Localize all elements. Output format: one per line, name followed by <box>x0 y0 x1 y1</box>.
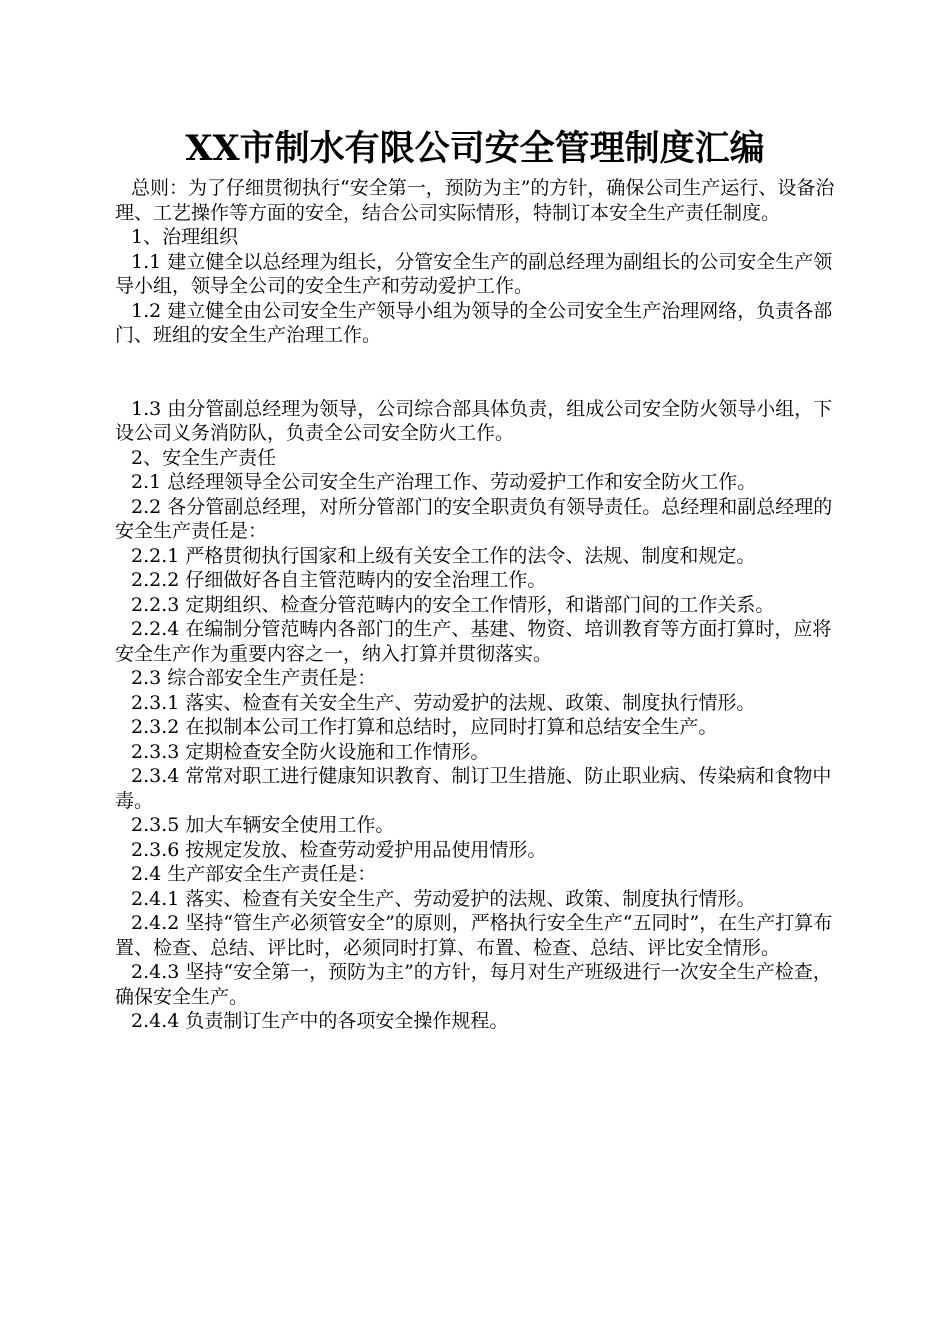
paragraph-2-4-4: 2.4.4 负责制订生产中的各项安全操作规程。 <box>131 1010 509 1032</box>
paragraph-2-3-2: 2.3.2 在拟制本公司工作打算和总结时，应同时打算和总结安全生产。 <box>131 716 718 738</box>
paragraph-2-3-1: 2.3.1 落实、检查有关安全生产、劳动爱护的法规、政策、制度执行情形。 <box>131 691 756 714</box>
paragraph-2-2-1: 2.2.1 严格贯彻执行国家和上级有关安全工作的法令、法规、制度和规定。 <box>131 544 756 567</box>
paragraph-2-2-4: 2.2.4 在编制分管范畴内各部门的生产、基建、物资、培训教育等方面打算时，应将安全生产作为重要内容之一，纳入打算并贯彻落实。 <box>115 618 832 665</box>
paragraph-2-3-3: 2.3.3 定期检查安全防火设施和工作情形。 <box>131 740 490 763</box>
document-title: XX市制水有限公司安全管理制度汇编 <box>185 128 765 169</box>
paragraph-2-3: 2.3 综合部安全生产责任是： <box>131 667 377 689</box>
paragraph-2-4-2: 2.4.2 坚持“管生产必须管安全”的原则，严格执行安全生产“五同时”，在生产打算布置、检查、总结、评比时，必须同时打算、布置、检查、总结、评比安全情形。 <box>115 912 833 959</box>
paragraph-2-2: 2.2 各分管副总经理，对所分管部门的安全职责负有领导责任。总经理和副总经理的安全生产责任是： <box>115 495 833 542</box>
paragraph-2-2-3: 2.2.3 定期组织、检查分管范畴内的安全工作情形，和谐部门间的工作关系。 <box>131 593 775 616</box>
heading-safety-responsibility: 2、安全生产责任 <box>131 446 277 469</box>
paragraph-2-4: 2.4 生产部安全生产责任是： <box>131 863 377 885</box>
paragraph-2-2-2: 2.2.2 仔细做好各自主管范畴内的安全治理工作。 <box>131 569 547 591</box>
paragraph-2-1: 2.1 总经理领导全公司安全生产治理工作、劳动爱护工作和安全防火工作。 <box>131 471 757 493</box>
paragraph-1-1: 1.1 建立健全以总经理为组长，分管安全生产的副总经理为副组长的公司安全生产领导小组，领导全公司的安全生产和劳动爱护工作。 <box>115 250 833 297</box>
paragraph-2-3-5: 2.3.5 加大车辆安全使用工作。 <box>131 814 395 836</box>
paragraph-2-3-4: 2.3.4 常常对职工进行健康知识教育、制订卫生措施、防止职业病、传染病和食物中毒。 <box>115 765 832 812</box>
paragraph-general: 总则：为了仔细贯彻执行“安全第一，预防为主”的方针，确保公司生产运行、设备治理、工艺操作等方面的安全，结合公司实际情形，特制订本安全生产责任制度。 <box>115 177 835 224</box>
document-body <box>115 176 835 1034</box>
paragraph-2-4-1: 2.4.1 落实、检查有关安全生产、劳动爱护的法规、政策、制度执行情形。 <box>131 887 756 910</box>
paragraph-1-2: 1.2 建立健全由公司安全生产领导小组为领导的全公司安全生产治理网络，负责各部门、班组的安全生产治理工作。 <box>115 299 833 346</box>
paragraph-2-3-6: 2.3.6 按规定发放、检查劳动爱护用品使用情形。 <box>131 838 547 861</box>
heading-management-organization: 1、治理组织 <box>131 226 239 248</box>
paragraph-1-3: 1.3 由分管副总经理为领导，公司综合部具体负责，组成公司安全防火领导小组，下设公司义务消防队，负责全公司安全防火工作。 <box>115 397 833 444</box>
paragraph-2-4-3: 2.4.3 坚持“安全第一，预防为主”的方针，每月对生产班级进行一次安全生产检查，确保安全生产。 <box>115 961 832 1008</box>
